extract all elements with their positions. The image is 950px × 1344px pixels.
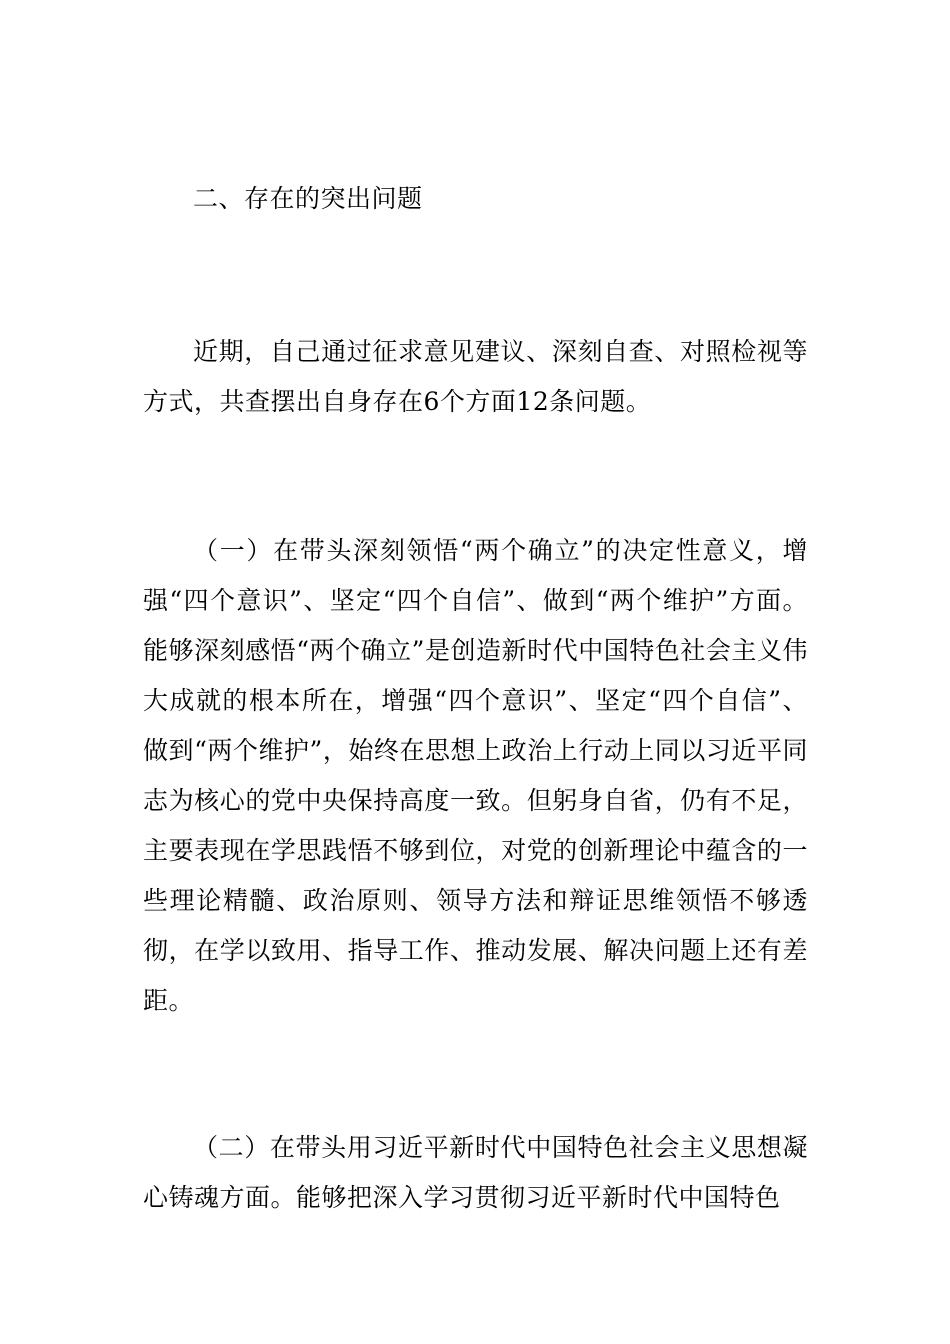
- section-heading: 二、存在的突出问题: [193, 184, 423, 213]
- item-two-paragraph: （二）在带头用习近平新时代中国特色社会主义思想凝心铸魂方面。能够把深入学习贯彻习近平新时代中国特色: [143, 1133, 808, 1212]
- intro-paragraph: 近期，自己通过征求意见建议、深刻自查、对照检视等方式，共查摆出自身存在6个方面12条问题。: [143, 337, 808, 416]
- item-one-paragraph: （一）在带头深刻领悟“两个确立”的决定性意义，增强“四个意识”、坚定“四个自信”、做到“两个维护”方面。能够深刻感悟“两个确立”是创造新时代中国特色社会主义伟大成就的根本所在，增强“四个意识”、坚定“四个自信”、做到“两个维护”，始终在思想上政治上行动上同以习近平同志为核心的党中央保持高度一致。但躬身自省，仍有不足，主要表现在学思践悟不够到位，对党的创新理论中蕴含的一些理论精髓、政治原则、领导方法和辩证思维领悟不够透彻，在学以致用、指导工作、推动发展、解决问题上还有差距。: [143, 536, 808, 1015]
